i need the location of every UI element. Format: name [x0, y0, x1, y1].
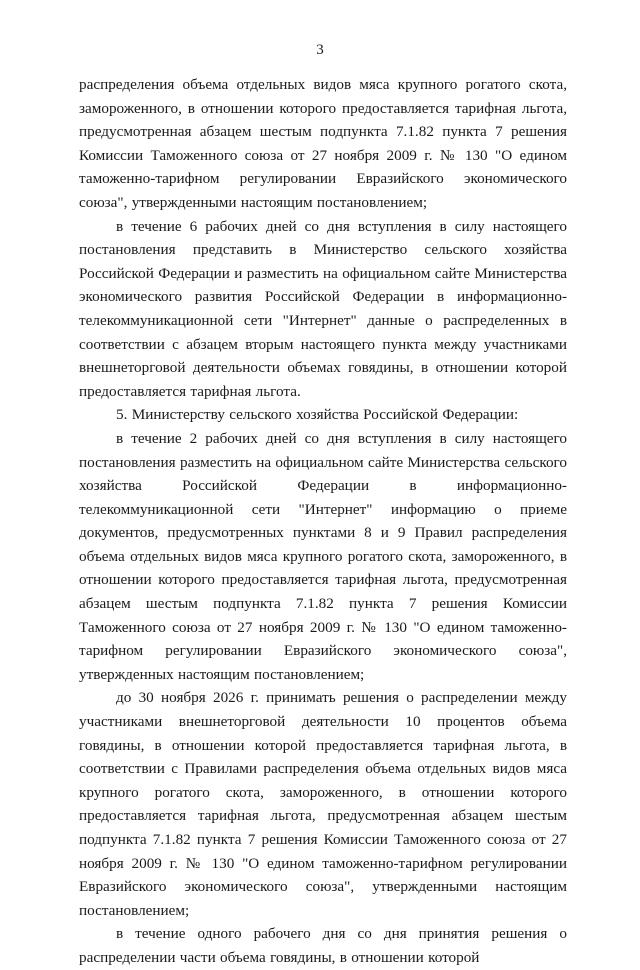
page-number: 3: [316, 42, 324, 58]
paragraph: в течение одного рабочего дня со дня принятия решения о распределении части объема говядины, в отношении которой: [79, 925, 567, 966]
document-body: [79, 73, 567, 970]
paragraph: в течение 2 рабочих дней со дня вступления в силу настоящего постановления разместить на официальном сайте Министерства сельского хозяйства Российской Федерации в информационно-телекоммуникационной сети "Интернет" информацию о приеме документов, предусмотренных пунктами 8 и 9 Правил распределения объема отдельных видов мяса крупного рогатого скота, замороженного, в отношении которого предоставляется тарифная льгота, предусмотренная абзацем шестым подпункта 7.1.82 пункта 7 решения Комиссии Таможенного союза от 27 ноября 2009 г. № 130 "О едином таможенно-тарифном регулировании Евразийского экономического союза", утвержденных настоящим постановлением;: [79, 429, 567, 683]
paragraph: до 30 ноября 2026 г. принимать решения о распределении между участниками внешнеторговой деятельности 10 процентов объема говядины, в отношении которой предоставляется тарифная льгота, в соответствии с Правилами распределения объема отдельных видов мяса крупного рогатого скота, замороженного, в отношении которого предоставляется тарифная льгота, предусмотренная абзацем шестым подпункта 7.1.82 пункта 7 решения Комиссии Таможенного союза от 27 ноября 2009 г. № 130 "О едином таможенно-тарифном регулировании Евразийского экономического союза", утвержденными настоящим постановлением;: [79, 689, 567, 919]
paragraph: 5. Министерству сельского хозяйства Российской Федерации:: [116, 406, 519, 424]
paragraph: в течение 6 рабочих дней со дня вступления в силу настоящего постановления представить в Министерство сельского хозяйства Российской Федерации и разместить на официальном сайте Министерства экономического развития Российской Федерации в информационно-телекоммуникационной сети "Интернет" данные о распределенных в соответствии с абзацем вторым настоящего пункта между участниками внешнеторговой деятельности объемах говядины, в отношении которой предоставляется тарифная льгота.: [79, 217, 567, 400]
paragraph: распределения объема отдельных видов мяса крупного рогатого скота, замороженного, в отношении которого предоставляется тарифная льгота, предусмотренная абзацем шестым подпункта 7.1.82 пункта 7 решения Комиссии Таможенного союза от 27 ноября 2009 г. № 130 "О едином таможенно-тарифном регулировании Евразийского экономического союза", утвержденными настоящим постановлением;: [79, 76, 567, 211]
